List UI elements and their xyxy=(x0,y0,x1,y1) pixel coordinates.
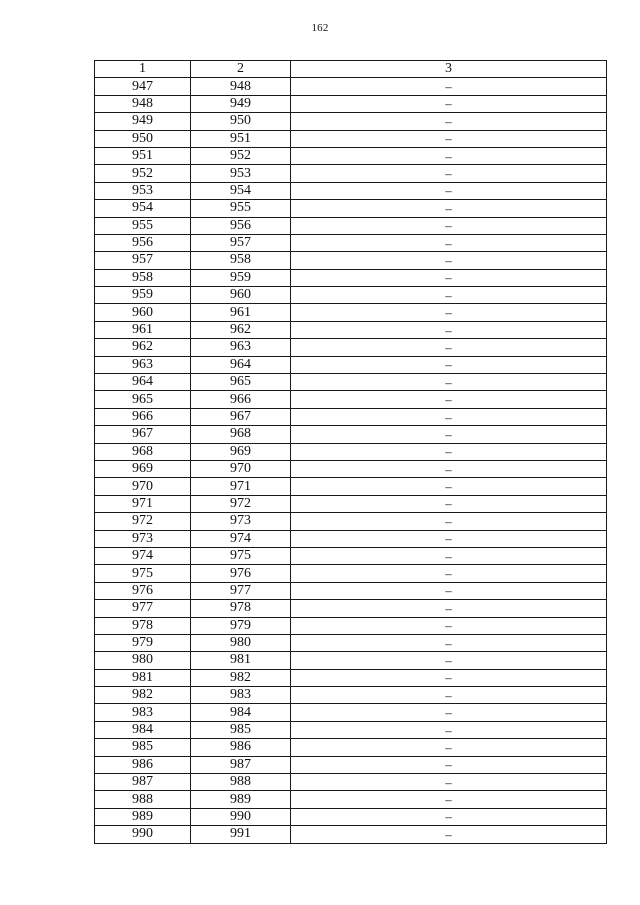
table-cell-col-3: – xyxy=(291,721,607,738)
table-cell-col-3: – xyxy=(291,374,607,391)
table-row xyxy=(95,808,607,825)
table-row xyxy=(95,774,607,791)
table-cell-col-1: 955 xyxy=(95,217,191,234)
table-cell-col-1: 986 xyxy=(95,756,191,773)
table-cell-col-3: – xyxy=(291,826,607,843)
table-cell-col-3: – xyxy=(291,791,607,808)
table-row xyxy=(95,513,607,530)
table-row xyxy=(95,530,607,547)
table-cell-col-2: 989 xyxy=(191,791,291,808)
table-cell-col-3: – xyxy=(291,704,607,721)
table-cell-col-3: – xyxy=(291,530,607,547)
table-cell-col-3: – xyxy=(291,565,607,582)
data-table xyxy=(94,60,607,844)
table-cell-col-1: 967 xyxy=(95,426,191,443)
table-row xyxy=(95,269,607,286)
table-cell-col-1: 958 xyxy=(95,269,191,286)
table-cell-col-1: 949 xyxy=(95,113,191,130)
table-cell-col-3: – xyxy=(291,617,607,634)
table-cell-col-1: 974 xyxy=(95,547,191,564)
table-row xyxy=(95,356,607,373)
table-cell-col-1: 954 xyxy=(95,200,191,217)
table-cell-col-3: – xyxy=(291,634,607,651)
table-row xyxy=(95,182,607,199)
table-cell-col-1: 962 xyxy=(95,339,191,356)
table-cell-col-2: 982 xyxy=(191,669,291,686)
table-cell-col-2: 949 xyxy=(191,95,291,112)
table-cell-col-1: 976 xyxy=(95,582,191,599)
table-cell-col-2: 963 xyxy=(191,339,291,356)
column-header-1: 1 xyxy=(95,61,191,78)
table-cell-col-1: 971 xyxy=(95,495,191,512)
table-cell-col-1: 980 xyxy=(95,652,191,669)
table-cell-col-3: – xyxy=(291,339,607,356)
table-row xyxy=(95,495,607,512)
table-row xyxy=(95,78,607,95)
table-row xyxy=(95,165,607,182)
table-cell-col-2: 950 xyxy=(191,113,291,130)
table-cell-col-2: 973 xyxy=(191,513,291,530)
table-row xyxy=(95,721,607,738)
table-row xyxy=(95,113,607,130)
table-cell-col-2: 957 xyxy=(191,234,291,251)
table-row xyxy=(95,130,607,147)
table-cell-col-1: 948 xyxy=(95,95,191,112)
table-cell-col-3: – xyxy=(291,756,607,773)
table-cell-col-3: – xyxy=(291,774,607,791)
table-cell-col-2: 968 xyxy=(191,426,291,443)
table-cell-col-3: – xyxy=(291,669,607,686)
table-header-row xyxy=(95,61,607,78)
table-cell-col-2: 969 xyxy=(191,443,291,460)
table-row xyxy=(95,634,607,651)
table-cell-col-2: 961 xyxy=(191,304,291,321)
table-row xyxy=(95,565,607,582)
table-row xyxy=(95,547,607,564)
table-cell-col-1: 977 xyxy=(95,600,191,617)
table-cell-col-2: 959 xyxy=(191,269,291,286)
table-cell-col-3: – xyxy=(291,495,607,512)
table-row xyxy=(95,652,607,669)
table-row xyxy=(95,617,607,634)
table-row xyxy=(95,426,607,443)
table-row xyxy=(95,687,607,704)
table-row xyxy=(95,408,607,425)
table-cell-col-1: 987 xyxy=(95,774,191,791)
table-cell-col-2: 970 xyxy=(191,460,291,477)
table-row xyxy=(95,460,607,477)
table-row xyxy=(95,826,607,843)
table-cell-col-1: 966 xyxy=(95,408,191,425)
table-cell-col-1: 988 xyxy=(95,791,191,808)
table-cell-col-3: – xyxy=(291,287,607,304)
table-row xyxy=(95,582,607,599)
page-number: 162 xyxy=(311,22,329,34)
table-cell-col-2: 967 xyxy=(191,408,291,425)
table-row xyxy=(95,287,607,304)
table-cell-col-2: 978 xyxy=(191,600,291,617)
table-cell-col-2: 948 xyxy=(191,78,291,95)
table-row xyxy=(95,704,607,721)
table-cell-col-2: 952 xyxy=(191,147,291,164)
table-row xyxy=(95,739,607,756)
table-cell-col-1: 964 xyxy=(95,374,191,391)
table-cell-col-1: 951 xyxy=(95,147,191,164)
table-cell-col-3: – xyxy=(291,652,607,669)
table-cell-col-1: 960 xyxy=(95,304,191,321)
table-row xyxy=(95,147,607,164)
table-cell-col-2: 988 xyxy=(191,774,291,791)
table-cell-col-1: 956 xyxy=(95,234,191,251)
table-row xyxy=(95,391,607,408)
table-cell-col-1: 979 xyxy=(95,634,191,651)
table-cell-col-1: 972 xyxy=(95,513,191,530)
table-cell-col-3: – xyxy=(291,443,607,460)
table-cell-col-3: – xyxy=(291,147,607,164)
table-cell-col-3: – xyxy=(291,130,607,147)
table-cell-col-2: 986 xyxy=(191,739,291,756)
table-cell-col-3: – xyxy=(291,269,607,286)
table-cell-col-3: – xyxy=(291,356,607,373)
table-cell-col-3: – xyxy=(291,165,607,182)
table-cell-col-2: 991 xyxy=(191,826,291,843)
table-cell-col-1: 990 xyxy=(95,826,191,843)
table-row xyxy=(95,478,607,495)
table-cell-col-1: 973 xyxy=(95,530,191,547)
table-cell-col-3: – xyxy=(291,600,607,617)
column-header-3: 3 xyxy=(291,61,607,78)
table-cell-col-1: 953 xyxy=(95,182,191,199)
table-cell-col-3: – xyxy=(291,391,607,408)
table-cell-col-3: – xyxy=(291,582,607,599)
table-cell-col-2: 979 xyxy=(191,617,291,634)
table-cell-col-2: 981 xyxy=(191,652,291,669)
table-cell-col-2: 971 xyxy=(191,478,291,495)
table-cell-col-2: 984 xyxy=(191,704,291,721)
table-cell-col-3: – xyxy=(291,426,607,443)
table-cell-col-3: – xyxy=(291,182,607,199)
table-cell-col-2: 960 xyxy=(191,287,291,304)
table-cell-col-2: 958 xyxy=(191,252,291,269)
table-row xyxy=(95,234,607,251)
table-cell-col-3: – xyxy=(291,252,607,269)
table-cell-col-1: 963 xyxy=(95,356,191,373)
table-cell-col-3: – xyxy=(291,460,607,477)
table-cell-col-2: 974 xyxy=(191,530,291,547)
table-cell-col-1: 961 xyxy=(95,321,191,338)
table-row xyxy=(95,374,607,391)
table-row xyxy=(95,669,607,686)
table-cell-col-2: 956 xyxy=(191,217,291,234)
table-cell-col-2: 977 xyxy=(191,582,291,599)
table-cell-col-3: – xyxy=(291,478,607,495)
column-header-2: 2 xyxy=(191,61,291,78)
table-cell-col-2: 964 xyxy=(191,356,291,373)
table-cell-col-1: 984 xyxy=(95,721,191,738)
table-cell-col-2: 976 xyxy=(191,565,291,582)
table-cell-col-2: 966 xyxy=(191,391,291,408)
table-cell-col-2: 965 xyxy=(191,374,291,391)
table-row xyxy=(95,443,607,460)
table-cell-col-1: 969 xyxy=(95,460,191,477)
table-row xyxy=(95,304,607,321)
table-cell-col-1: 947 xyxy=(95,78,191,95)
table-cell-col-2: 951 xyxy=(191,130,291,147)
table-row xyxy=(95,791,607,808)
table-row xyxy=(95,339,607,356)
table-cell-col-1: 957 xyxy=(95,252,191,269)
table-cell-col-3: – xyxy=(291,687,607,704)
table-row xyxy=(95,217,607,234)
table-cell-col-1: 950 xyxy=(95,130,191,147)
table-cell-col-2: 962 xyxy=(191,321,291,338)
table-cell-col-1: 968 xyxy=(95,443,191,460)
table-cell-col-3: – xyxy=(291,808,607,825)
table-cell-col-1: 985 xyxy=(95,739,191,756)
table-row xyxy=(95,200,607,217)
table-cell-col-3: – xyxy=(291,408,607,425)
table-cell-col-3: – xyxy=(291,739,607,756)
table-cell-col-1: 989 xyxy=(95,808,191,825)
table-cell-col-3: – xyxy=(291,321,607,338)
table-row xyxy=(95,600,607,617)
table-cell-col-3: – xyxy=(291,200,607,217)
table-cell-col-2: 955 xyxy=(191,200,291,217)
table-cell-col-2: 953 xyxy=(191,165,291,182)
table-cell-col-1: 975 xyxy=(95,565,191,582)
table-cell-col-3: – xyxy=(291,95,607,112)
table-cell-col-2: 980 xyxy=(191,634,291,651)
table-cell-col-3: – xyxy=(291,234,607,251)
table-cell-col-1: 982 xyxy=(95,687,191,704)
table-cell-col-2: 987 xyxy=(191,756,291,773)
table-cell-col-3: – xyxy=(291,547,607,564)
table-cell-col-3: – xyxy=(291,78,607,95)
table-row xyxy=(95,252,607,269)
table-cell-col-2: 985 xyxy=(191,721,291,738)
table-cell-col-2: 954 xyxy=(191,182,291,199)
table-body xyxy=(95,78,607,843)
table-cell-col-3: – xyxy=(291,513,607,530)
table-row xyxy=(95,756,607,773)
table-cell-col-2: 990 xyxy=(191,808,291,825)
table-cell-col-1: 965 xyxy=(95,391,191,408)
table-cell-col-2: 983 xyxy=(191,687,291,704)
table-cell-col-1: 983 xyxy=(95,704,191,721)
table-cell-col-1: 981 xyxy=(95,669,191,686)
table-cell-col-3: – xyxy=(291,113,607,130)
table-cell-col-2: 975 xyxy=(191,547,291,564)
table-cell-col-3: – xyxy=(291,304,607,321)
table-row xyxy=(95,321,607,338)
table-cell-col-3: – xyxy=(291,217,607,234)
table-cell-col-1: 978 xyxy=(95,617,191,634)
table-cell-col-1: 970 xyxy=(95,478,191,495)
table-cell-col-1: 952 xyxy=(95,165,191,182)
table-row xyxy=(95,95,607,112)
table-cell-col-1: 959 xyxy=(95,287,191,304)
table-cell-col-2: 972 xyxy=(191,495,291,512)
